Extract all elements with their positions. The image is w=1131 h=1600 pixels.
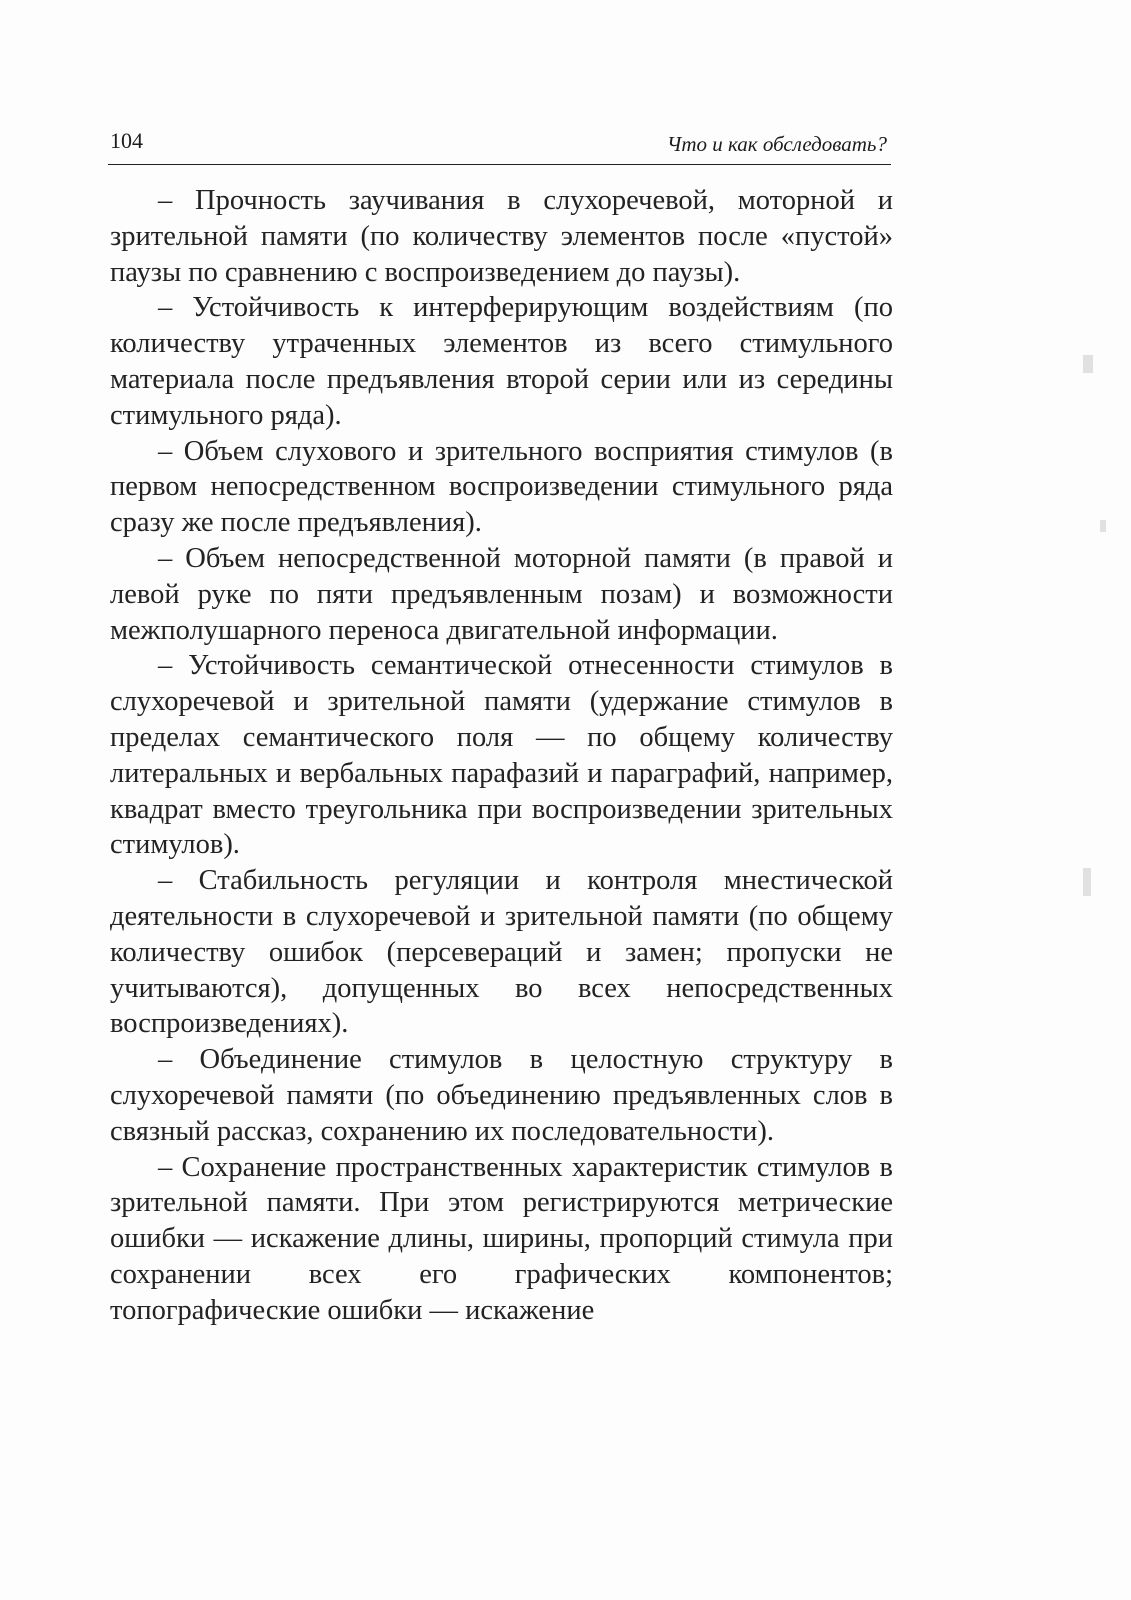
scan-smudge (1083, 868, 1091, 896)
paragraph-memory-strength: – Прочность заучивания в слухоречевой, моторной и зрительной памяти (по количеству элементов после «пустой» паузы по сравнению с воспроизведением до паузы). (110, 185, 893, 288)
body-text (110, 183, 893, 1329)
scan-smudge (1083, 355, 1093, 373)
paragraph-interference-resistance: – Устойчивость к интерферирующим воздействиям (по количеству утраченных элементов из всего стимульного материала после предъявления второй серии или из середины стимульного ряда). (110, 292, 893, 431)
paragraph-perception-volume: – Объем слухового и зрительного восприятия стимулов (в первом непосредственном воспроизведении стимульного ряда сразу же после предъявления). (110, 435, 893, 539)
page-number: 104 (110, 128, 143, 153)
paragraph-motor-memory: – Объем непосредственной моторной памяти (в правой и левой руке по пяти предъявленным позам) и возможности межполушарного переноса двигательной информации. (110, 542, 893, 646)
running-header (108, 128, 891, 165)
chapter-title: Что и как обследовать? (666, 132, 887, 156)
paragraph-regulation-control: – Стабильность регуляции и контроля мнестической деятельности в слухоречевой и зрительной памяти (по общему количеству ошибок (персевераций и замен; пропуски не учитываются), допущенных во всех непосредственных воспроизведениях). (110, 865, 893, 1040)
paragraph-spatial-characteristics: – Сохранение пространственных характеристик стимулов в зрительной памяти. При этом регистрируются метрические ошибки — искажение длины, ширины, пропорций стимула при сохранении всех его графических компонентов; топографические ошибки — искажение (110, 1151, 893, 1326)
paragraph-stimulus-integration: – Объединение стимулов в целостную структуру в слухоречевой памяти (по объединению предъявленных слов в связный рассказ, сохранению их последовательности). (110, 1044, 893, 1147)
paragraph-semantic-stability: – Устойчивость семантической отнесенности стимулов в слухоречевой и зрительной памяти (удержание стимулов в пределах семантического поля — по общему количеству литеральных и вербальных парафазий и параграфий, например, квадрат вместо треугольника при воспроизведении зрительных стимулов). (110, 650, 893, 861)
scan-smudge (1100, 520, 1106, 532)
